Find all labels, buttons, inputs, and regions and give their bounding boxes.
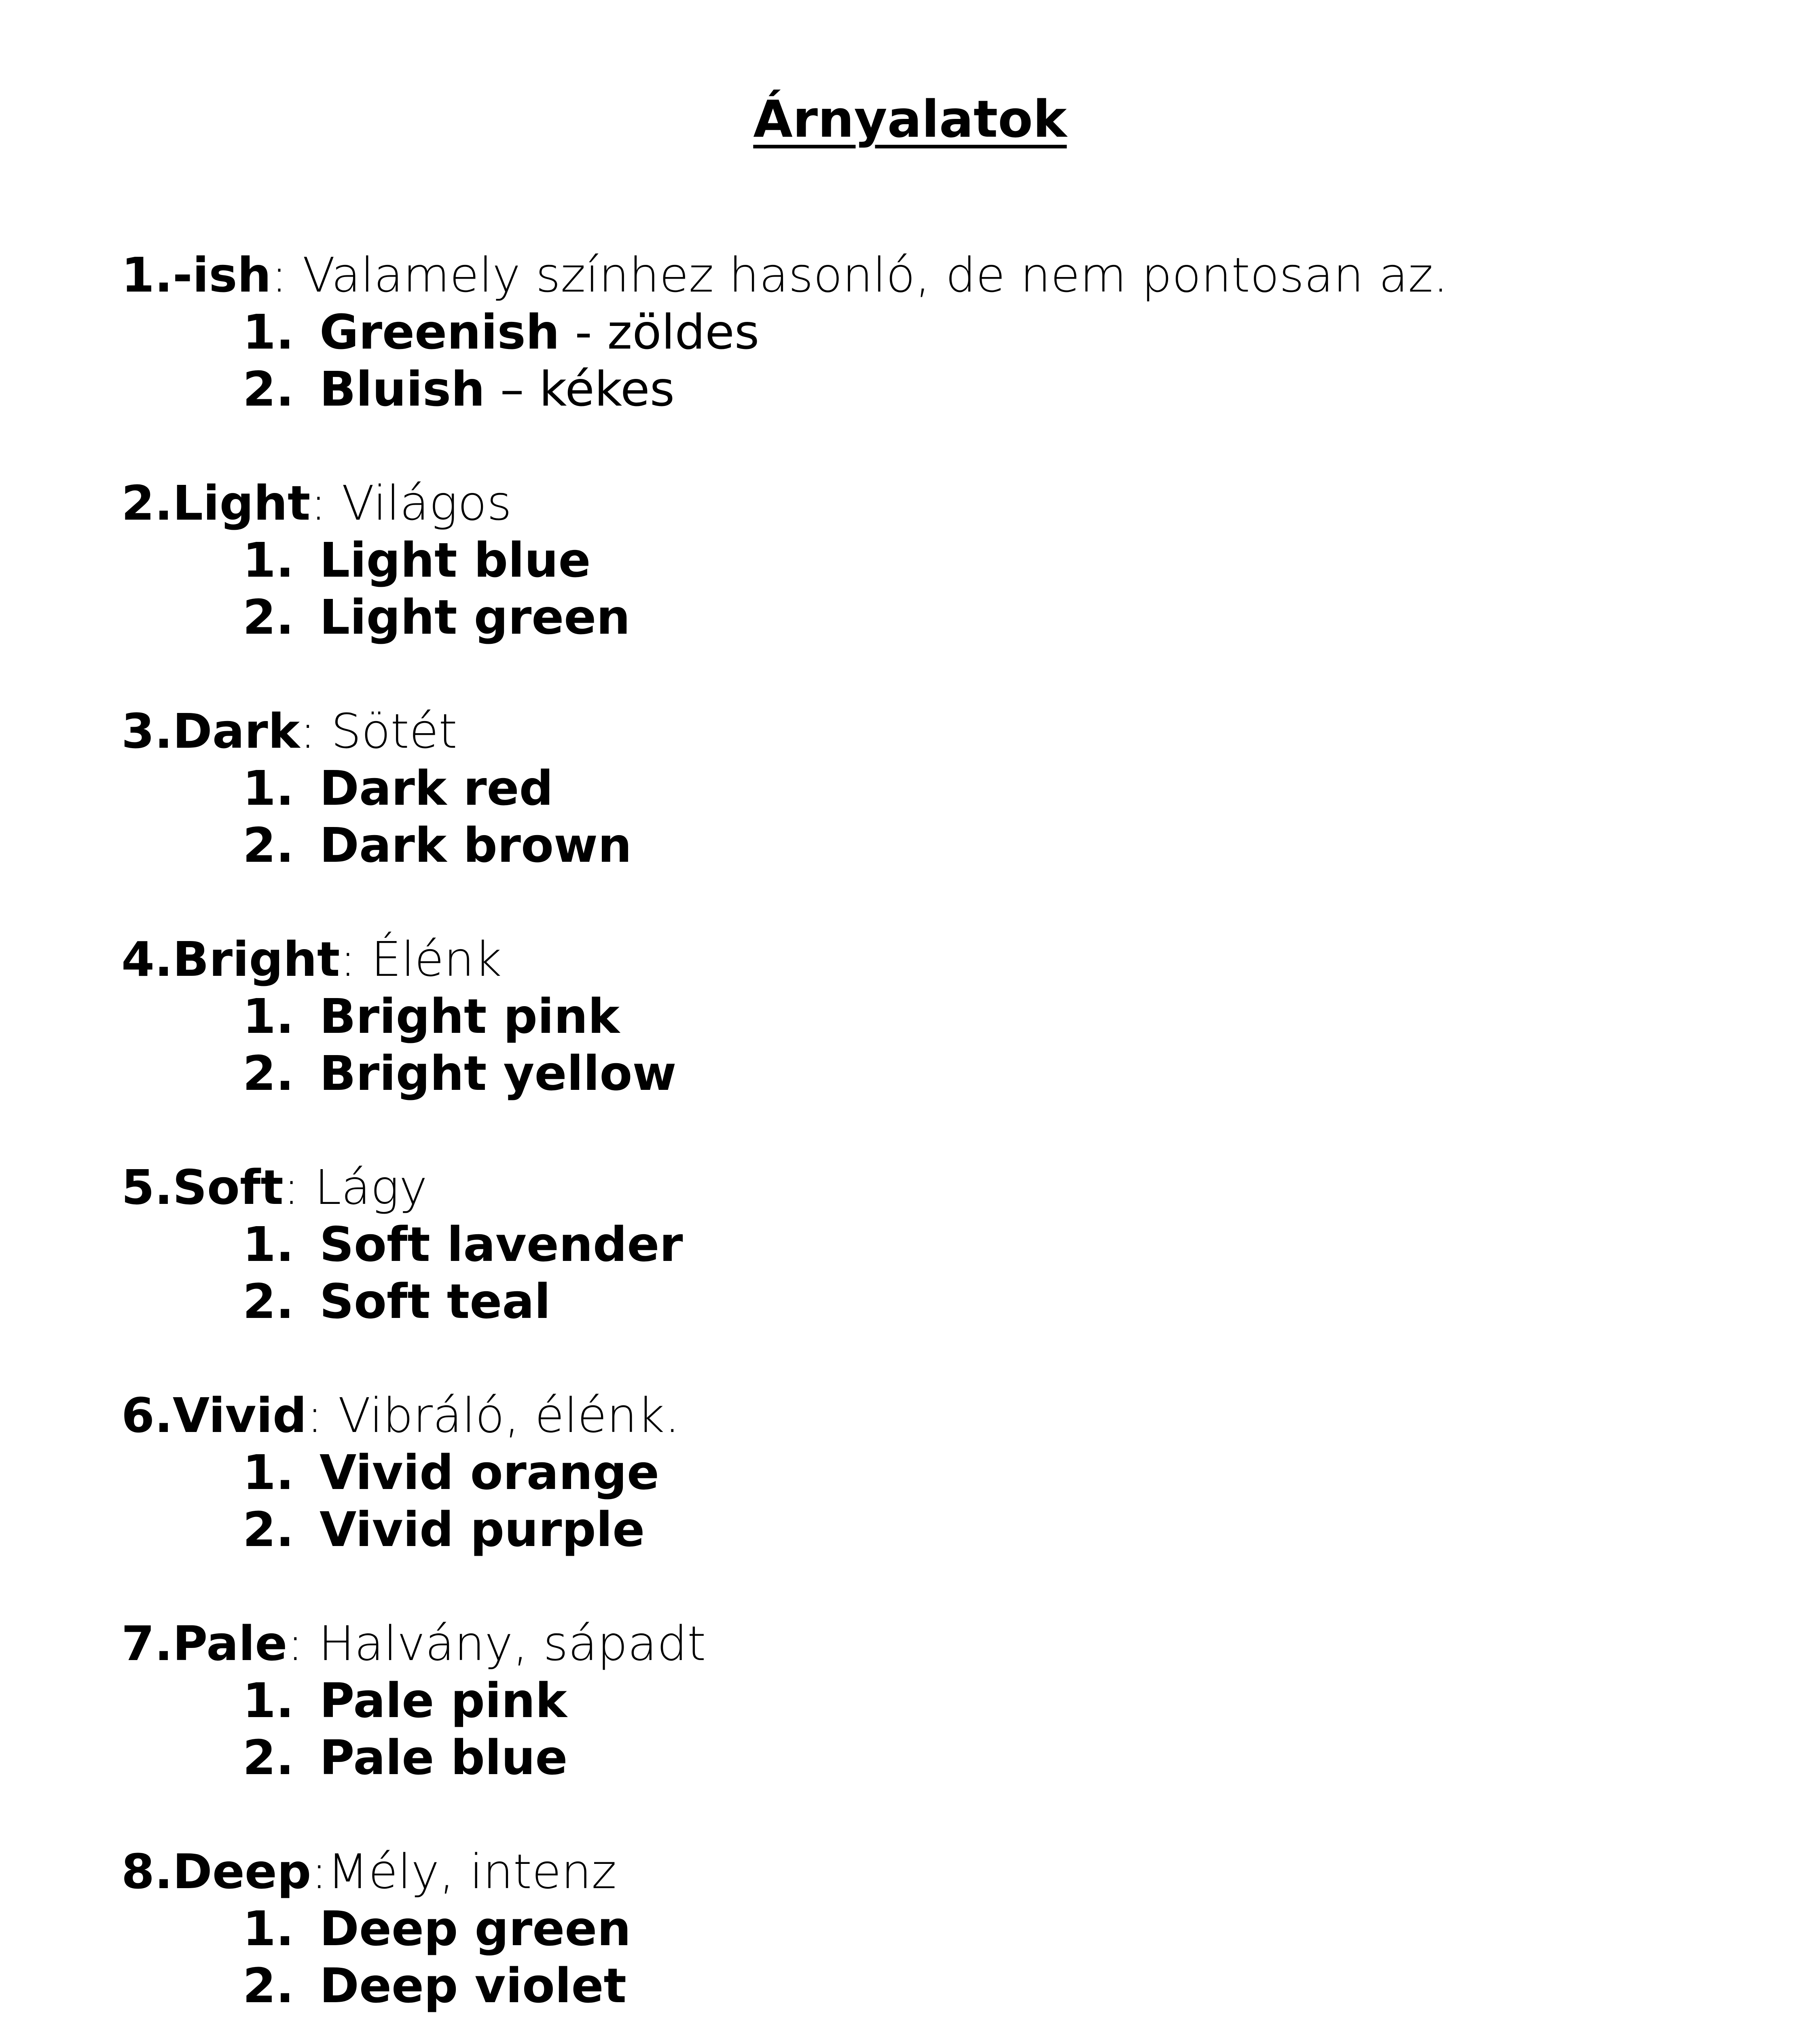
example-item bbox=[121, 1729, 1731, 1786]
example-text: Vivid orange bbox=[320, 1445, 660, 1500]
example-number: 1. bbox=[243, 532, 294, 588]
shade-separator: : bbox=[287, 1616, 319, 1671]
shade-definition bbox=[121, 1159, 1731, 1216]
shade-separator: : bbox=[311, 1844, 328, 1899]
example-item bbox=[121, 760, 1731, 817]
shade-list bbox=[121, 247, 1731, 2022]
example-list bbox=[121, 1900, 1731, 2014]
example-text: Light green bbox=[320, 589, 631, 645]
example-number: 1. bbox=[243, 1673, 294, 1728]
example-item bbox=[121, 1900, 1731, 1957]
example-list bbox=[121, 304, 1731, 418]
example-item bbox=[121, 1444, 1731, 1501]
shade-separator: : bbox=[307, 1387, 338, 1443]
example-translation: – kékes bbox=[485, 361, 675, 417]
shade-entry bbox=[121, 1615, 1731, 1786]
shade-term: 4.Bright bbox=[121, 931, 340, 987]
shade-separator: : bbox=[340, 931, 371, 987]
example-item bbox=[121, 1957, 1731, 2014]
example-item bbox=[121, 532, 1731, 589]
shade-description: Mély, intenz bbox=[327, 1844, 617, 1899]
shade-definition bbox=[121, 1387, 1731, 1444]
example-text: Soft teal bbox=[320, 1273, 551, 1329]
example-item bbox=[121, 304, 1731, 361]
example-text: Pale pink bbox=[320, 1673, 567, 1728]
example-item bbox=[121, 817, 1731, 874]
example-item bbox=[121, 1273, 1731, 1330]
example-text: Bluish bbox=[320, 361, 485, 417]
example-number: 1. bbox=[243, 760, 294, 816]
shade-term: 1.-ish bbox=[121, 247, 271, 303]
shade-term: 3.Dark bbox=[121, 703, 300, 759]
example-item bbox=[121, 1216, 1731, 1273]
shade-term: 6.Vivid bbox=[121, 1387, 307, 1443]
shade-description: Vibráló, élénk. bbox=[338, 1387, 680, 1443]
example-text: Greenish bbox=[320, 304, 560, 360]
example-number: 1. bbox=[243, 1216, 294, 1272]
shade-entry bbox=[121, 1843, 1731, 2014]
shade-term: 5.Soft bbox=[121, 1159, 284, 1215]
example-item bbox=[121, 361, 1731, 418]
shade-description: Világos bbox=[341, 475, 512, 531]
example-number: 2. bbox=[243, 1045, 294, 1101]
example-text: Deep violet bbox=[320, 1958, 626, 2014]
example-number: 2. bbox=[243, 1730, 294, 1785]
example-list bbox=[121, 988, 1731, 1102]
example-number: 2. bbox=[243, 817, 294, 873]
example-text: Vivid purple bbox=[320, 1502, 645, 1557]
shade-description: Halvány, sápadt bbox=[318, 1616, 706, 1671]
example-number: 2. bbox=[243, 1958, 294, 2014]
example-number: 2. bbox=[243, 361, 294, 417]
shade-separator: : bbox=[283, 1159, 315, 1215]
example-number: 1. bbox=[243, 304, 294, 360]
shade-entry bbox=[121, 1159, 1731, 1330]
shade-entry bbox=[121, 703, 1731, 874]
example-item bbox=[121, 589, 1731, 646]
example-list bbox=[121, 1216, 1731, 1330]
shade-definition bbox=[121, 1843, 1731, 1900]
shade-description: Valamely színhez hasonló, de nem pontosan az. bbox=[302, 247, 1448, 303]
example-translation: - zöldes bbox=[559, 304, 760, 360]
shade-entry bbox=[121, 247, 1731, 418]
example-text: Light blue bbox=[320, 532, 591, 588]
shade-separator: : bbox=[310, 475, 342, 531]
example-list bbox=[121, 1672, 1731, 1786]
shade-description: Élénk bbox=[371, 931, 502, 987]
shade-definition bbox=[121, 931, 1731, 988]
example-item bbox=[121, 988, 1731, 1045]
example-number: 2. bbox=[243, 1502, 294, 1557]
page-title-text: Árnyalatok bbox=[753, 89, 1067, 149]
example-item bbox=[121, 1045, 1731, 1102]
shade-entry bbox=[121, 475, 1731, 646]
shade-description: Lágy bbox=[315, 1159, 427, 1215]
example-list bbox=[121, 532, 1731, 646]
example-text: Deep green bbox=[320, 1901, 631, 1956]
shade-definition bbox=[121, 475, 1731, 532]
shade-entry bbox=[121, 931, 1731, 1102]
example-item bbox=[121, 1501, 1731, 1558]
example-text: Dark brown bbox=[320, 817, 632, 873]
shade-description: Sötét bbox=[331, 703, 457, 759]
example-text: Soft lavender bbox=[320, 1216, 683, 1272]
example-text: Dark red bbox=[320, 760, 554, 816]
shade-separator: : bbox=[300, 703, 331, 759]
example-list bbox=[121, 760, 1731, 874]
shade-definition bbox=[121, 703, 1731, 760]
shade-term: 7.Pale bbox=[121, 1616, 288, 1671]
example-text: Bright yellow bbox=[320, 1045, 677, 1101]
shade-definition bbox=[121, 247, 1731, 304]
shade-term: 2.Light bbox=[121, 475, 311, 531]
shade-separator: : bbox=[271, 247, 303, 303]
example-number: 1. bbox=[243, 1445, 294, 1500]
example-number: 1. bbox=[243, 1901, 294, 1956]
example-number: 2. bbox=[243, 589, 294, 645]
example-text: Pale blue bbox=[320, 1730, 568, 1785]
example-list bbox=[121, 1444, 1731, 1558]
example-item bbox=[121, 1672, 1731, 1729]
shade-entry bbox=[121, 1387, 1731, 1558]
shade-term: 8.Deep bbox=[121, 1844, 311, 1899]
example-text: Bright pink bbox=[320, 988, 620, 1044]
example-number: 2. bbox=[243, 1273, 294, 1329]
shade-definition bbox=[121, 1615, 1731, 1672]
example-number: 1. bbox=[243, 988, 294, 1044]
page-title bbox=[0, 87, 1820, 152]
